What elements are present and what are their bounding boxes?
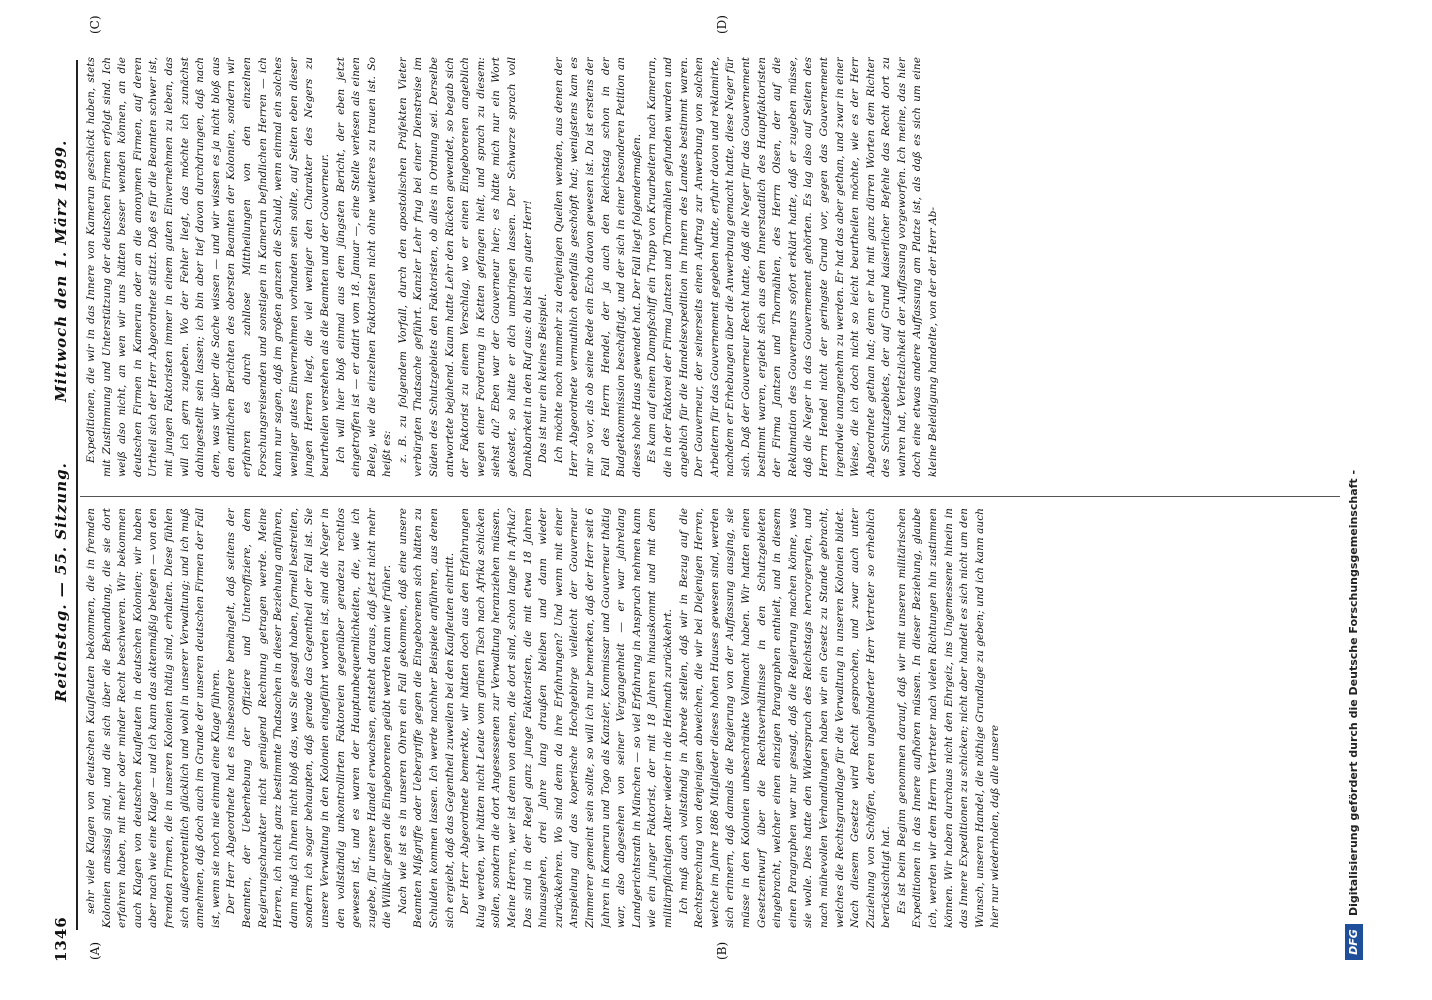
right-text-column [84,57,1329,477]
paragraph: Das ist nur ein kleines Beispiel. [537,293,550,463]
header-date: Mittwoch den 1. März 1899. [52,139,70,402]
paragraph: Expeditionen, die wir in das Innere von Kamerun geschickt haben, stets mit Zustimmung und Unterstützung der deutschen Firmen erfolgt sind. Ich weiß also nicht, an wen wir uns hätten besser wenden können, an die deutschen Firmen in Kamerun oder an die anonymen Firmen, auf deren Urtheil sich der Herr Abgeordnete stützt. Daß es für die Beamten schwer ist, mit jungen Faktoristen immer in einem guten Einvernehmen zu leben, das will ich gern zugeben. Wo der Fehler liegt, das möchte ich zunächst dahingestellt sein lassen; ich bin aber tief davon durchdrungen, daß nach dem, was wir über die Sache wissen — und wir wissen es ja nicht bloß aus den amtlichen Berichten des obersten Beamten der Kolonien, sondern wir erfahren es durch zahllose Mittheilungen von den einzelnen Forschungsreisenden und sonstigen in Kamerun befindlichen Herren — ich kann nur sagen, daß im großen ganzen die Schuld, wenn einmal ein solches weniger gutes Einvernehmen vorhanden sein sollte, auf Seiten eben dieser jungen Herren liegt, die viel weniger den Charakter des Negers zu beurtheilen verstehen als die Beamten und der Gouverneur. [85,57,331,477]
column-divider [80,496,1340,497]
margin-mark-c: (C) [88,15,102,34]
digitization-credit [1345,40,1385,960]
paragraph: Der Herr Abgeordnete hat es insbesondere bemängelt, daß seitens der Beamten, der Ueberhebung der Offiziere und Unteroffiziere, dem Regierungscharakter nicht genügend Rechnung getragen werde. Meine Herren, ich nicht ganz bestimmte Thatsachen in dieser Beziehung anführen, dann muß ich Ihnen nicht bloß das, was Sie gesagt haben, formell bestreiten, sondern ich sogar behaupten, daß gerade das Gegentheil der Fall ist. Sie unsere Verwaltung in den Kolonien eingeführt worden ist, sind die Neger in den vollständig unkontrollirten Faktoreien gegenüber geradezu rechtlos gewesen ist, und es waren der Hauptunbequemlichkeiten, die, wie ich zugebe, für unsere Handel erwachsen, entsteht daraus, daß jetzt nicht mehr die Willkür gegen die Eingeborenen geübt werden kann wie früher. [225,508,394,928]
paragraph: Ich will hier bloß einmal aus dem jüngsten Bericht, der eben jetzt eingetroffen ist — er datirt vom 18. Januar —, eine Stelle verlesen als einen Beleg, wie die einzelnen Faktoristen nicht ohne weiteres zu trauen ist. So heißt es: [334,57,394,477]
paragraph: sehr viele Klagen von deutschen Kaufleuten bekommen, die in fremden Kolonien ansässig sind, und die sich über die Behandlung, die sie dort erfahren haben, mit mehr oder minder Recht beschweren. Wir bekommen auch Klagen von deutschen Kaufleuten in deutschen Kolonien; wir haben aber nach wie eine Klage — und ich kann das aktenmäßig belegen — von den fremden Firmen, die in unseren Kolonien thätig sind, erhalten. Diese fühlen sich außerordentlich glücklich und wohl in unserer Verwaltung; und ich muß annehmen, daß doch auch im Grunde der unseren deutschen Firmen der Fall ist, wenn sie noch nie einmal eine Klage führen. [85,508,222,928]
paragraph: Es ist beim Beginn genommen darauf, daß wir mit unseren militärischen Expeditionen in das Innere aufhören müssen. In dieser Beziehung, glaube ich, werden wir dem Herrn Vertreter nach vielen Richtungen hin zustimmen können. Wir haben durchaus nicht den Ehrgeiz, ins Ungemessene hinein in das Innere Expeditionen zu schicken; nicht aber handelt es sich nicht um den Wunsch, unseren Handel, die nöthige Grundlage zu geben; und ich kann auch hier nur wiederholen, daß alle unsere [895,508,1002,928]
quoted-paragraph: z. B. zu folgendem Vorfall, durch den apostolischen Präfekten Vieter verbürgten Thatsache geführt. Kanzler Lehr frug bei einer Dienstreise im Süden des Schutzgebiets den Faktoristen, ob alles in Ordnung sei. Derselbe antwortete bejahend. Kaum hatte Lehr den Rücken gewendet, so begab sich der Faktorist zu einem Verschlag, wo er einen Eingeborenen angeblich wegen einer Forderung in Ketten gefangen hielt, und sprach zu diesem: siehst du? Eben war der Gouverneur hier; es hätte mich nur ein Wort gekostet, so hätte er dich umbringen lassen. Der Schwarze sprach voll Dankbarkeit in den Ruf aus: du bist ein guter Herr! [396,57,534,477]
digitization-credit-text: Digitalisierung gefördert durch die Deutsche Forschungsgemeinschaft - [1347,469,1360,916]
header-session-title: Reichstag. — 55. Sitzung. [52,462,70,702]
page-header [52,42,74,962]
left-text-column [84,508,1329,928]
paragraph: Ich muß auch vollständig in Abrede stellen, daß wir in Bezug auf die Rechtsprechung von denjenigen abweichen, die wir bei Diejenigen Herren, welche im Jahre 1886 Mitglieder dieses hohen Hauses gewesen sind, werden sich erinnern, daß damals die Regierung von der Auffassung ausging, sie müsse in den Kolonien unbeschränkte Vollmacht haben. Wir hatten einen Gesetzentwurf über die Rechtsverhältnisse in den Schutzgebieten eingebracht, welcher einen einzigen Paragraphen enthielt, und in diesem einen Paragraphen war nur gesagt, daß die Regierung machen könne, was sie wolle. Dies hatte den Widerspruch des Reichstags hervorgerufen, und nach mühevollen Verhandlungen haben wir ein Gesetz zu Stande gebracht, welches die Rechtsgrundlage für die Verwaltung in unseren Kolonien bildet. Nach diesem Gesetze wird Recht gesprochen, und zwar auch unter Zuziehung von Schöffen, deren ungehinderter Herr Vertreter so erheblich berücksichtigt hat. [677,508,893,928]
margin-mark-a: (A) [88,941,102,960]
paragraph: Nach wie ist es in unseren Ohren ein Fall gekommen, daß eine unsere Beamten Mißgriffe oder Uebergriffe gegen die Eingeborenen sich hätten zu Schulden kommen lassen. Ich werde nachher Beispiele anführen, aus denen sich ergiebt, daß das Gegentheil zuweilen bei den Kaufleuten eintritt. [396,508,456,928]
paragraph: Der Herr Abgeordnete bemerkte, wir hätten doch aus den Erfahrungen klug werden, wir hätten nicht Leute vom grünen Tisch nach Afrika schicken sollen, sondern die dort Angesessenen zur Verwaltung heranziehen müssen. Meine Herren, wer ist denn von denen, die dort sind, schon lange in Afrika? Das sind in der Regel ganz junge Faktoristen, die mit etwa 18 Jahren hinausgehen, drei Jahre lang draußen bleiben und dann wieder zurückkehren. Wo sind denn da ihre Erfahrungen? Und wenn mit einer Anspielung auf das koperische Hochgebirge vielleicht der Gouverneur Zimmerer gemeint sein sollte, so will ich nur bemerken, daß der Herr seit 6 Jahren in Kamerun und Togo als Kanzler, Kommissar und Gouverneur thätig war, also abgesehen von seiner Vergangenheit — er war jahrelang Landgerichtsrath in München — so viel Erfahrung in Anspruch nehmen kann wie ein junger Faktorist, der mit 18 Jahren hinauskommt und mit dem militärpflichtigen Alter wieder in die Heimath zurückkehrt. [459,508,674,928]
paragraph: Es kam auf einem Dampfschiff ein Trupp von Kruarbeitern nach Kamerun, die in der Faktorei der Firma Jantzen und Thormählen gefunden wurden und angeblich für die Handelsexpedition im Innern des Landes bestimmt waren. Der Gouverneur, der seinerseits einen Auftrag zur Anwerbung von solchen Arbeitern für das Gouvernement gegeben hatte, erfuhr davon und reklamirte, nachdem er Erhebungen über die Anwerbung gemacht hatte, diese Neger für sich. Daß der Gouverneur Recht hatte, daß die Neger für das Gouvernement bestimmt waren, ergiebt sich aus dem Innerstaatlich des Hauptfaktoristen der Firma Jantzen und Thormählen, des Herrn Olsen, der auf die Reklamation des Gouverneurs sofort erklärt hatte, daß er zugeben müsse, daß die Neger in das Gouvernement gehörten. Es lag also auf Seiten des Herrn Hendel nicht der geringste Grund vor, gegen das Gouvernement irgendwie unangenehm zu werden. Er hat das aber gethan, und zwar in einer Weise, die ich doch nicht so leicht beurtheilen möchte, wie es der Herr Abgeordnete gethan hat; denn er hat mit ganz dürren Worten dem Richter des Schutzgebiets, der auf Grund kaiserlicher Befehle das Recht dort zu wahren hat, Verletzlichkeit der Auffassung vorgeworfen. Ich meine, das hier doch eine etwas andere Auffassung am Platze ist, als daß es sich um eine kleine Beleidigung handelte, von der der Herr Ab- [646,57,940,477]
header-rule [76,60,78,930]
margin-mark-d: (D) [715,15,729,34]
page-number: 1346 [52,916,70,962]
margin-mark-b: (B) [715,941,729,960]
dfg-logo: DFG [1345,924,1363,960]
paragraph: Ich möchte noch nunmehr zu denjenigen Quellen wenden, aus denen der Herr Abgeordnete vermuthlich ebenfalls geschöpft hat; wenigstens kam es mir so vor, als ob seine Rede ein Echo davon gewesen ist. Da ist erstens der Fall des Herrn Hendel, der ja auch den Reichstag schon in der Budgetkommission beschäftigt, und der sich in einer besonderen Petition an dieses hohe Haus gewendet hat. Der Fall liegt folgendermaßen. [552,57,643,477]
